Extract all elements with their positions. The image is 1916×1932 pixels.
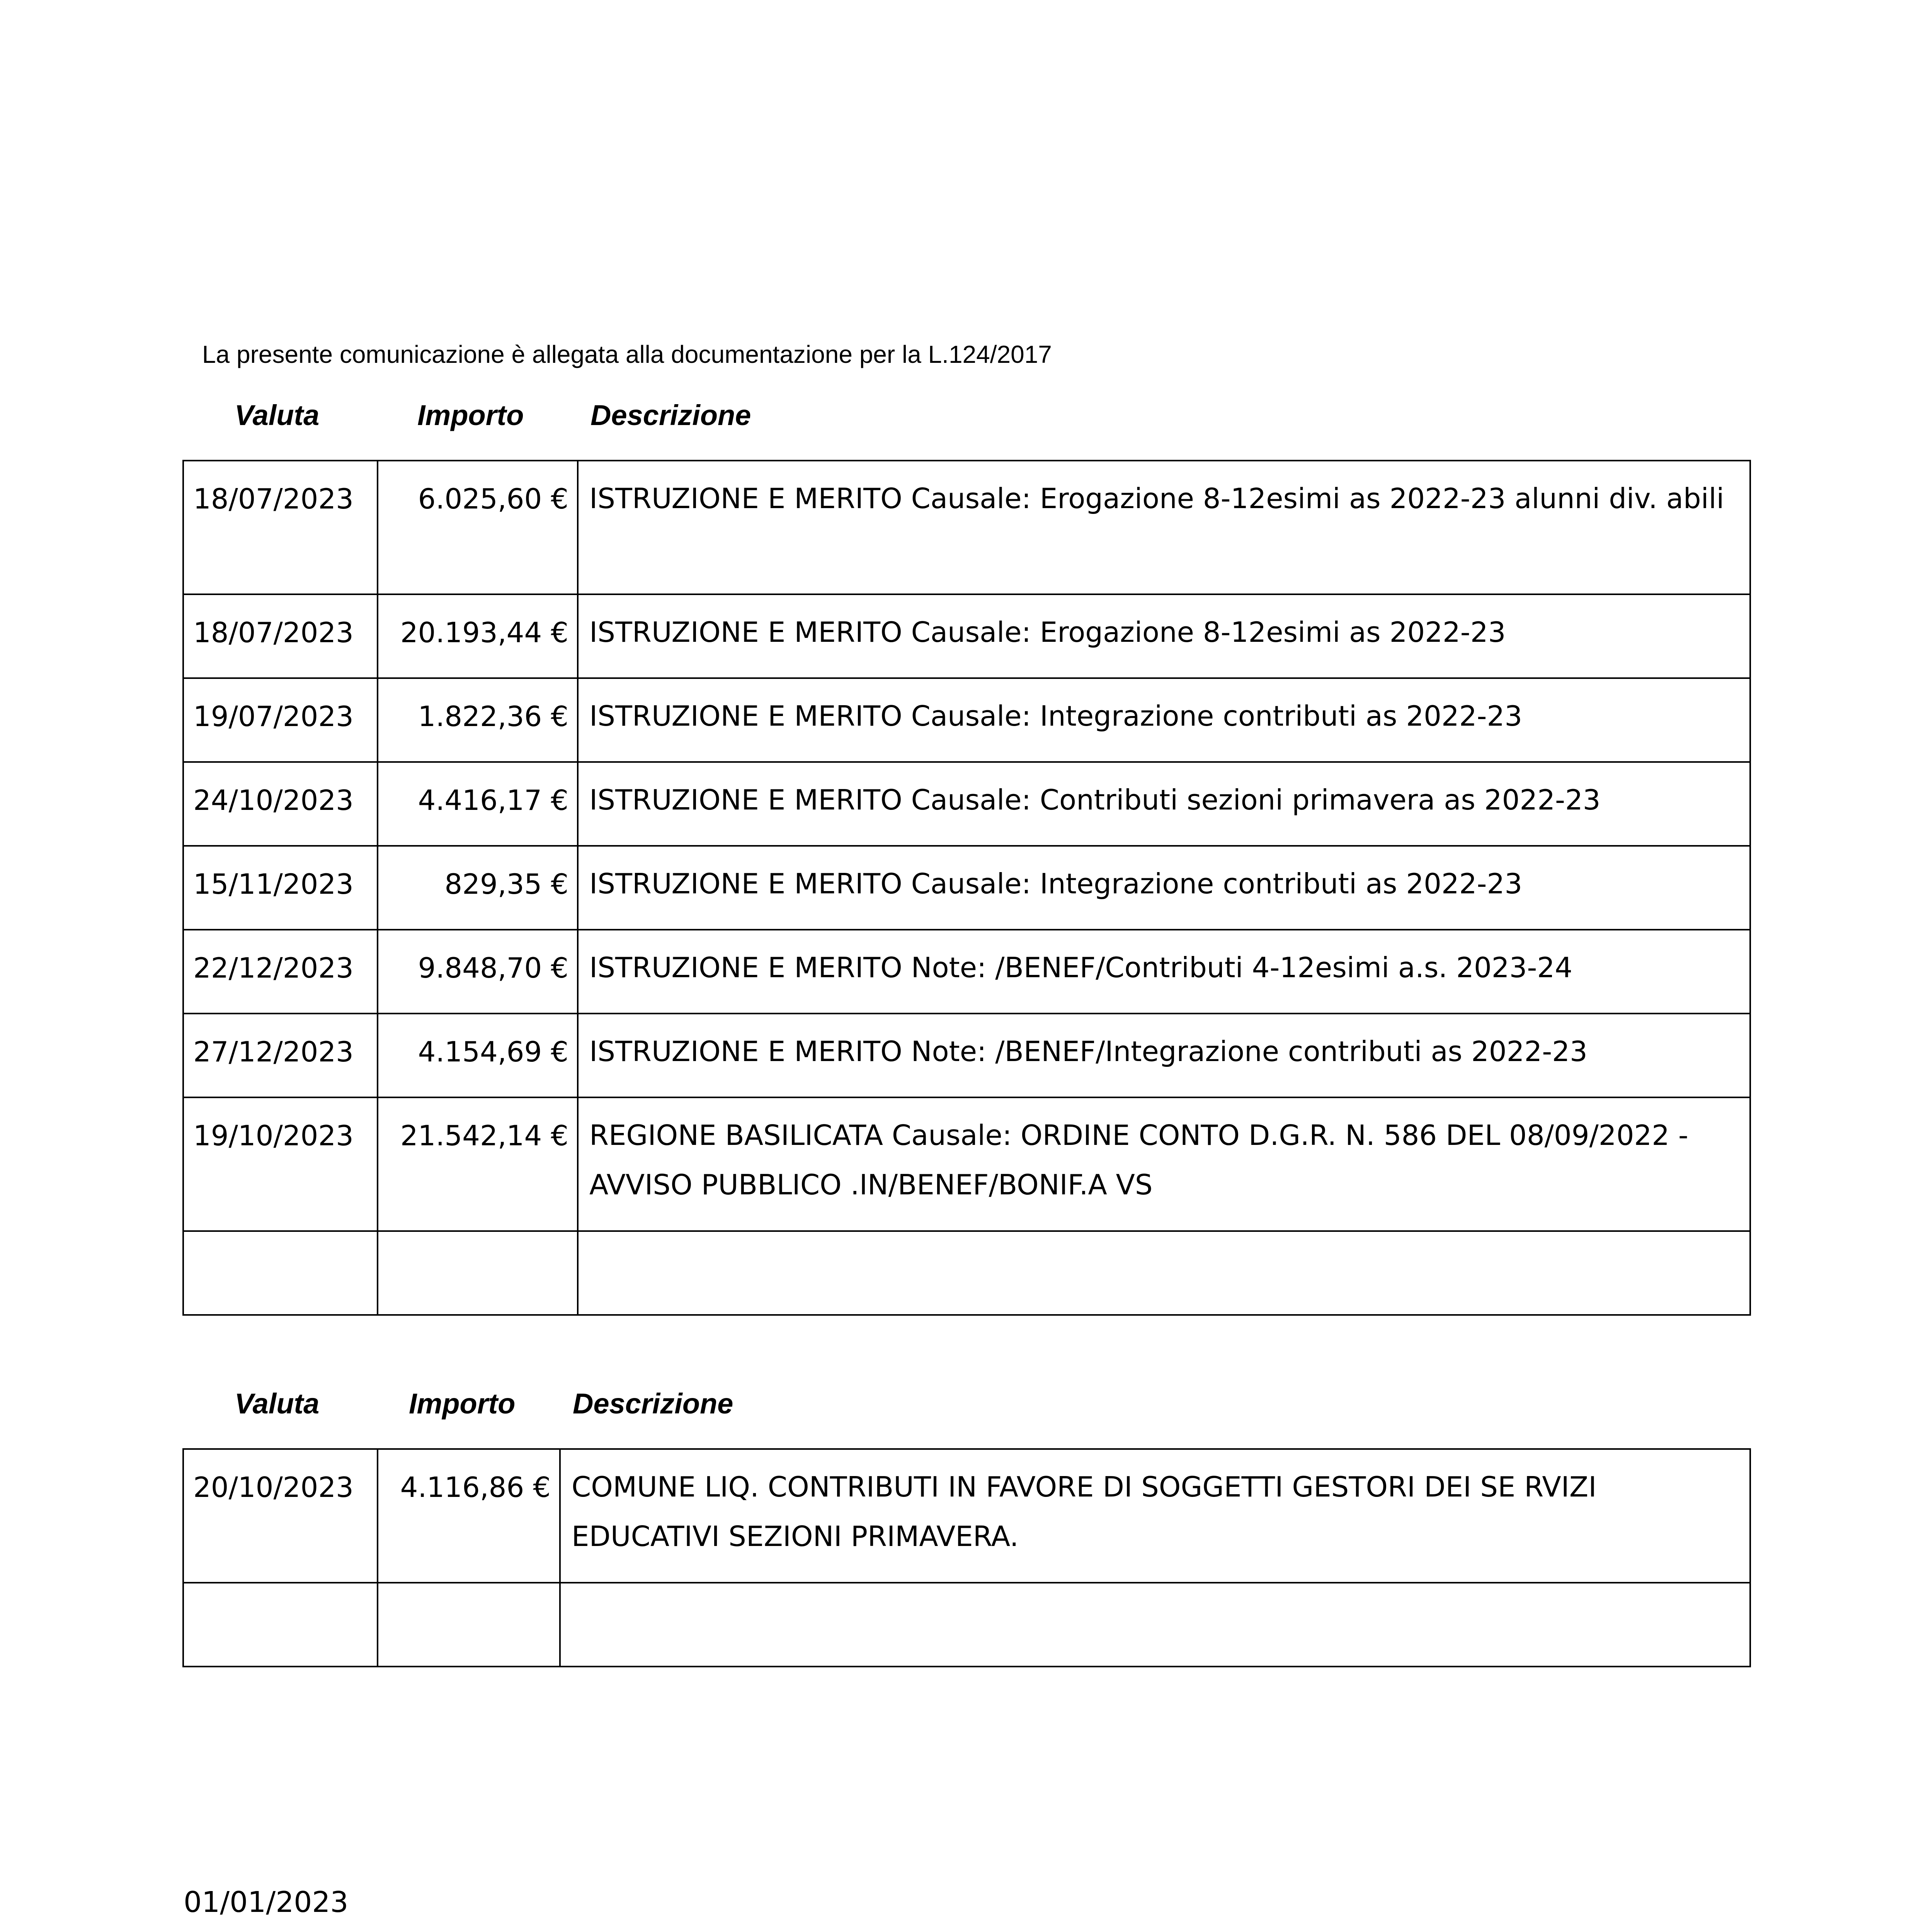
cell-descrizione: ISTRUZIONE E MERITO Causale: Erogazione 8-12esimi as 2022-23 [578, 594, 1750, 678]
cell-valuta: 20/10/2023 [183, 1449, 378, 1583]
cell-importo: 829,35 € [378, 846, 578, 930]
cell-importo: 9.848,70 € [378, 930, 578, 1014]
cell-importo: 4.154,69 € [378, 1014, 578, 1097]
cell-descrizione: ISTRUZIONE E MERITO Note: /BENEF/Contributi 4-12esimi a.s. 2023-24 [578, 930, 1750, 1014]
cell-descrizione [578, 1231, 1750, 1315]
cell-importo [378, 1583, 560, 1667]
cell-valuta: 24/10/2023 [183, 762, 378, 846]
table-row [183, 678, 1750, 762]
cell-valuta [183, 1583, 378, 1667]
cell-importo [378, 1231, 578, 1315]
cell-valuta: 19/10/2023 [183, 1097, 378, 1231]
cell-valuta: 18/07/2023 [183, 461, 378, 594]
cell-valuta: 22/12/2023 [183, 930, 378, 1014]
cell-descrizione: ISTRUZIONE E MERITO Note: /BENEF/Integrazione contributi as 2022-23 [578, 1014, 1750, 1097]
header-valuta: Valuta [235, 399, 320, 431]
payments-table-2 [182, 1448, 1751, 1667]
table-row [183, 461, 1750, 594]
cell-descrizione: ISTRUZIONE E MERITO Causale: Integrazione contributi as 2022-23 [578, 678, 1750, 762]
cell-valuta: 27/12/2023 [183, 1014, 378, 1097]
cell-valuta [183, 1231, 378, 1315]
table-row [183, 930, 1750, 1014]
header-valuta-2: Valuta [235, 1388, 320, 1420]
cell-descrizione [560, 1583, 1750, 1667]
cell-descrizione: ISTRUZIONE E MERITO Causale: Integrazione contributi as 2022-23 [578, 846, 1750, 930]
header-importo-2: Importo [409, 1388, 516, 1420]
header-importo: Importo [417, 399, 524, 431]
header-descrizione: Descrizione [590, 399, 751, 431]
cell-importo: 1.822,36 € [378, 678, 578, 762]
cell-valuta: 19/07/2023 [183, 678, 378, 762]
cell-importo: 6.025,60 € [378, 461, 578, 594]
table-row [183, 1583, 1750, 1667]
payments-table-1 [182, 460, 1751, 1316]
cell-valuta: 18/07/2023 [183, 594, 378, 678]
cell-descrizione: ISTRUZIONE E MERITO Causale: Erogazione 8-12esimi as 2022-23 alunni div. abili [578, 461, 1750, 594]
cell-descrizione: REGIONE BASILICATA Causale: ORDINE CONTO D.G.R. N. 586 DEL 08/09/2022 - AVVISO PUBBLICO .IN/BENEF/BONIF.A VS [578, 1097, 1750, 1231]
intro-text: La presente comunicazione è allegata alla documentazione per la L.124/2017 [202, 340, 1052, 368]
table-row [183, 594, 1750, 678]
table-row [183, 1097, 1750, 1231]
cell-importo: 20.193,44 € [378, 594, 578, 678]
header-descrizione-2: Descrizione [573, 1388, 733, 1420]
document-date: 01/01/2023 [184, 1886, 349, 1919]
cell-importo: 21.542,14 € [378, 1097, 578, 1231]
table-row [183, 762, 1750, 846]
table-row [183, 1231, 1750, 1315]
table-row [183, 1449, 1750, 1583]
cell-importo: 4.416,17 € [378, 762, 578, 846]
cell-descrizione: ISTRUZIONE E MERITO Causale: Contributi sezioni primavera as 2022-23 [578, 762, 1750, 846]
cell-valuta: 15/11/2023 [183, 846, 378, 930]
cell-importo: 4.116,86 € [378, 1449, 560, 1583]
table-row [183, 846, 1750, 930]
table-row [183, 1014, 1750, 1097]
cell-descrizione: COMUNE LIQ. CONTRIBUTI IN FAVORE DI SOGGETTI GESTORI DEI SE RVIZI EDUCATIVI SEZIONI PRIMAVERA. [560, 1449, 1750, 1583]
